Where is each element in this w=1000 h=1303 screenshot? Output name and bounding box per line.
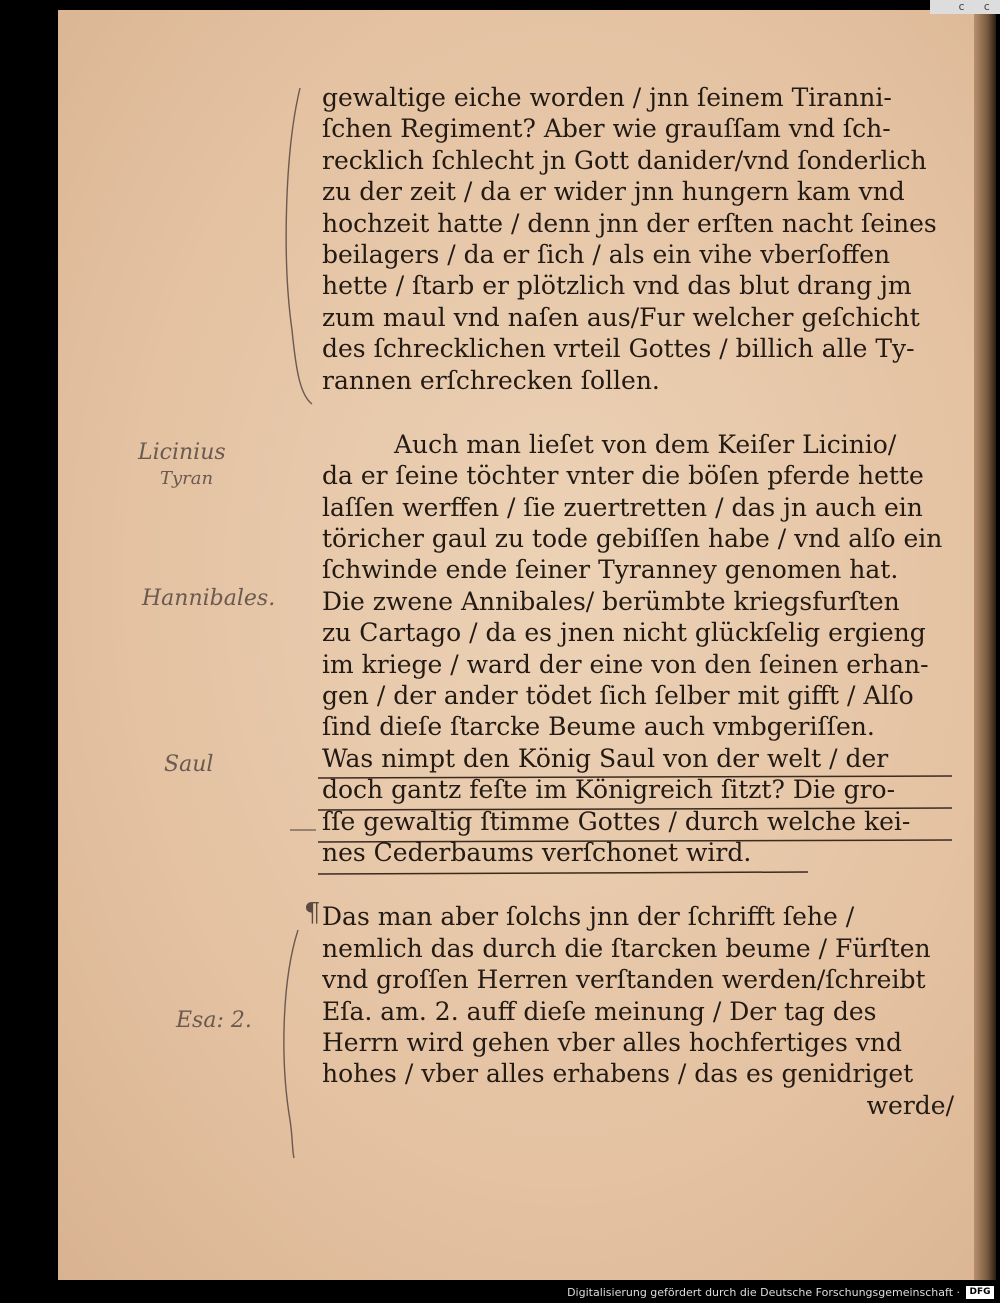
text-line: gewaltige eiche worden / jnn ſeinem Tiranni- <box>322 83 892 112</box>
text-line: zu der zeit / da er wider jnn hungern kam vnd <box>322 177 905 207</box>
text-line: doch gantz feſte im Königreich ſitzt? Die gro- <box>322 775 896 805</box>
text-line: töricher gaul zu tode gebiſſen habe / vnd alſo ein <box>322 524 943 554</box>
main-text <box>322 82 974 1121</box>
text-line: ſchen Regiment? Aber wie grauſſam vnd ſch- <box>322 114 891 144</box>
text-line: ſchwinde ende ſeiner Tyranney genomen hat. <box>322 555 899 585</box>
margin-note-licinius: Licinius <box>138 440 226 465</box>
text-line: zu Cartago / da es jnen nicht glückſelig ergieng <box>322 618 926 648</box>
text-line: ſſe gewaltig ſtimme Gottes / durch welche kei- <box>322 806 911 836</box>
margin-note-tyran: Tyran <box>160 468 214 489</box>
text-line: Das man aber ſolchs jnn der ſchrifft ſehe / <box>322 902 855 932</box>
text-line: hochzeit hatte / denn jnn der erſten nacht ſeines <box>322 208 937 238</box>
bracket-bottom <box>284 930 298 1158</box>
text-line: beilagers / da er ſich / als ein vihe vberſoffen <box>322 239 891 269</box>
text-line: hohes / vber alles erhabens / das es genidriget <box>322 1059 914 1089</box>
bracket-top <box>286 88 312 404</box>
text-line: laſſen werffen / ſie zuertretten / das jn auch ein <box>322 492 923 522</box>
footer-credit: Digitalisierung gefördert durch die Deutsche Forschungsgemeinschaft · <box>567 1286 960 1299</box>
paragraph-gap <box>322 868 974 901</box>
text-line: gen / der ander tödet ſich ſelber mit gifft / Alſo <box>322 681 914 711</box>
text-line: vnd groſſen Herren verſtanden werden/ſchreibt <box>322 965 926 995</box>
catchword: werde/ <box>866 1090 954 1120</box>
pilcrow-mark: ¶ <box>304 898 321 928</box>
text-line: im kriege / ward der eine von den ſeinen erhan- <box>322 649 929 679</box>
text-line: zum maul vnd naſen aus/Fur welcher geſchicht <box>322 302 920 332</box>
footer-bar <box>0 1281 1000 1303</box>
text-line: ſind dieſe ſtarcke Beume auch vmbgeriſſen. <box>322 712 875 742</box>
text-line: Die zwene Annibales/ berümbte kriegsfurſten <box>322 586 900 616</box>
text-line: nemlich das durch die ſtarcken beume / Fürſten <box>322 933 931 963</box>
text-line: Eſa. am. 2. auff dieſe meinung / Der tag des <box>322 996 877 1026</box>
text-line: recklich ſchlecht jn Gott danider/vnd ſonderlich <box>322 145 927 175</box>
margin-note-hannibales: Hannibales. <box>142 586 276 611</box>
text-line: hette / ſtarb er plötzlich vnd das blut drang jm <box>322 271 912 301</box>
margin-note-saul: Saul <box>164 752 214 777</box>
margin-note-esa: Esa: 2. <box>176 1008 252 1033</box>
text-line: Was nimpt den König Saul von der welt / der <box>322 743 889 773</box>
text-line: nes Cederbaums verſchonet wird. <box>322 837 752 867</box>
text-line: des ſchrecklichen vrteil Gottes / billich alle Ty- <box>322 334 915 364</box>
paragraph-gap <box>322 396 974 429</box>
gutter-chars: c c <box>958 0 996 13</box>
text-line: Herrn wird gehen vber alles hochfertiges vnd <box>322 1027 902 1057</box>
text-line: da er ſeine töchter vnter die böſen pferde hette <box>322 461 924 491</box>
text-line: Auch man lieſet von dem Keiſer Licinio/ <box>394 429 897 459</box>
dfg-logo: DFG <box>966 1286 994 1299</box>
text-line: rannen erſchrecken ſollen. <box>322 365 660 395</box>
